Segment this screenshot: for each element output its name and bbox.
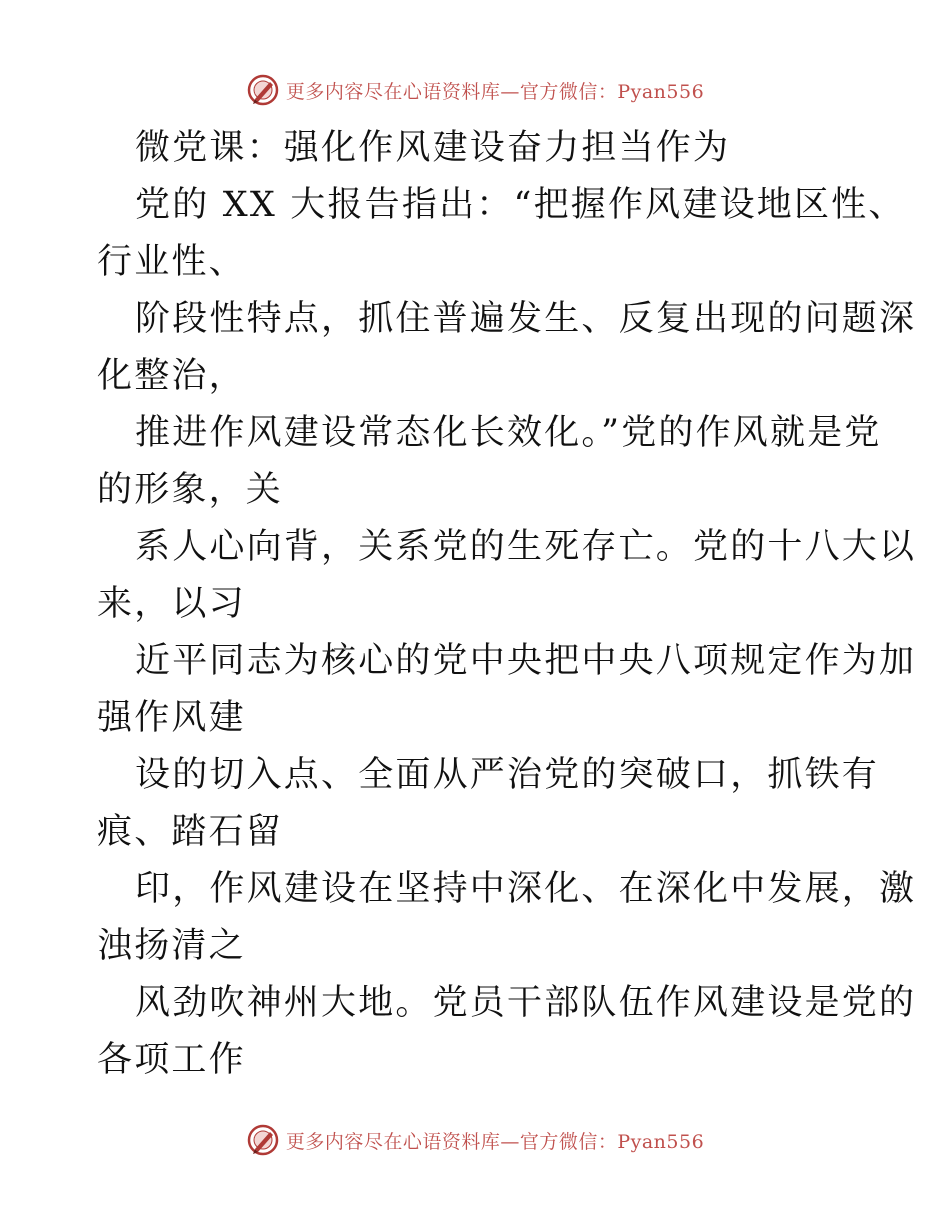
header-banner-text: 更多内容尽在心语资料库—官方微信：Pyan556 <box>285 80 705 103</box>
document-body <box>97 120 917 1089</box>
footer-banner <box>0 1120 950 1160</box>
text-line: 风劲吹神州大地。党员干部队伍作风建设是党的 <box>135 983 917 1023</box>
text-line: 来，以习 <box>97 584 246 624</box>
pen-circle-logo-icon <box>246 1123 280 1157</box>
footer-banner-inner <box>246 1123 704 1157</box>
text-line: 的形象，关 <box>97 470 284 510</box>
header-banner-inner <box>246 73 704 107</box>
text-line: 设的切入点、全面从严治党的突破口，抓铁有 <box>135 755 880 795</box>
text-line: 系人心向背，关系党的生死存亡。党的十八大以 <box>135 527 917 567</box>
text-line: 各项工作 <box>97 1040 246 1080</box>
text-line: 微党课：强化作风建设奋力担当作为 <box>135 128 731 168</box>
text-line: 印，作风建设在坚持中深化、在深化中发展，激 <box>135 869 917 909</box>
text-line: 近平同志为核心的党中央把中央八项规定作为加 <box>135 641 917 681</box>
text-line: 化整治， <box>97 356 246 396</box>
text-line: 强作风建 <box>97 698 246 738</box>
text-line: 行业性、 <box>97 242 246 282</box>
text-line: 阶段性特点，抓住普遍发生、反复出现的问题深 <box>135 299 917 339</box>
text-line: 推进作风建设常态化长效化。”党的作风就是党 <box>135 413 882 453</box>
pen-circle-logo-icon <box>246 73 280 107</box>
footer-banner-text: 更多内容尽在心语资料库—官方微信：Pyan556 <box>285 1130 705 1153</box>
text-line: 浊扬清之 <box>97 926 246 966</box>
header-banner <box>0 70 950 110</box>
text-line: 党的 XX 大报告指出：“把握作风建设地区性、 <box>135 185 906 225</box>
text-line: 痕、踏石留 <box>97 812 284 852</box>
